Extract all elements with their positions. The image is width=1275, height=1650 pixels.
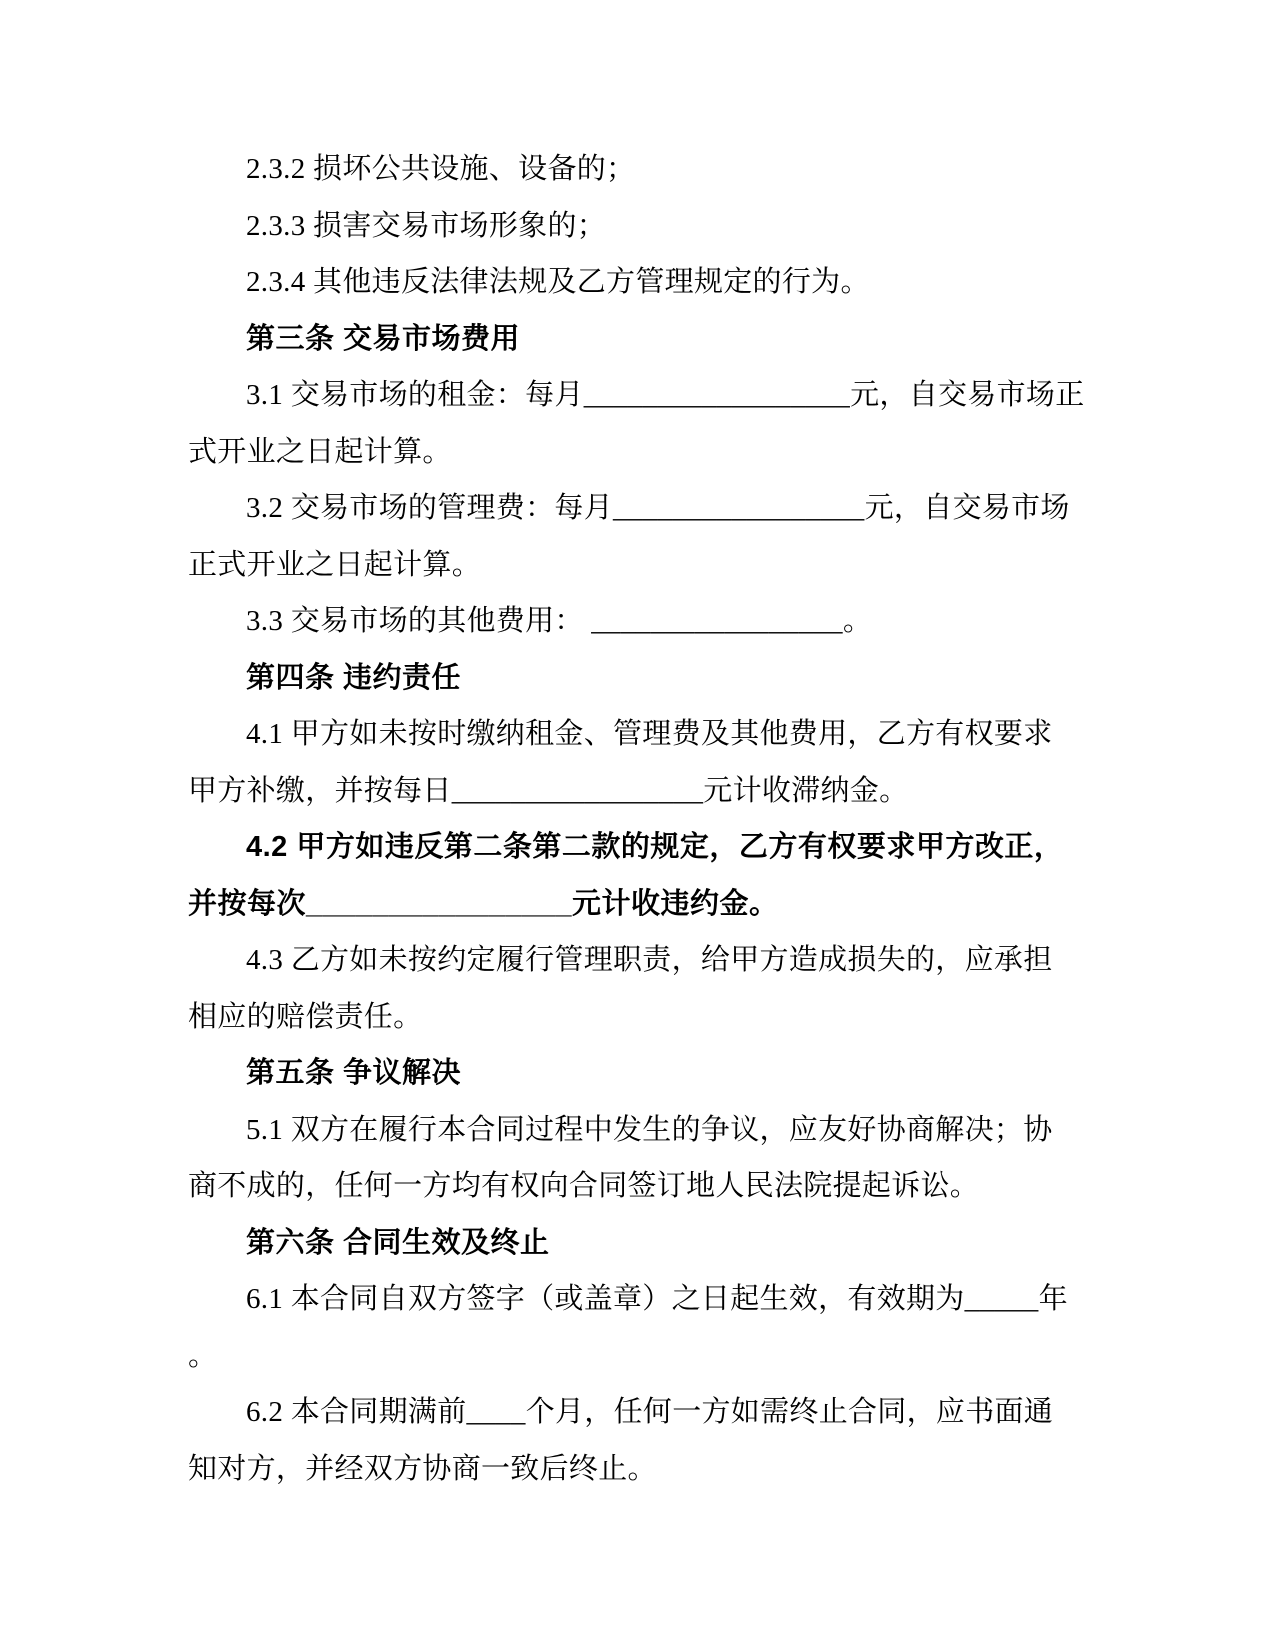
document-line: 4.3 乙方如未按约定履行管理职责，给甲方造成损失的，应承担 xyxy=(246,944,1053,976)
document-line: 2.3.2 损坏公共设施、设备的； xyxy=(246,153,636,185)
document-line: 5.1 双方在履行本合同过程中发生的争议，应友好协商解决；协 xyxy=(246,1113,1053,1146)
document-line: 4.2 甲方如违反第二条第二款的规定，乙方有权要求甲方改正， xyxy=(246,831,1064,863)
section-heading: 第三条 交易市场费用 xyxy=(246,322,521,355)
document-line: 2.3.3 损害交易市场形象的； xyxy=(246,209,607,242)
document-line: 甲方补缴，并按每日_________________元计收滞纳金。 xyxy=(188,774,909,807)
document-line: 相应的赔偿责任。 xyxy=(188,1000,423,1033)
document-line: 3.2 交易市场的管理费：每月_________________元，自交易市场 xyxy=(246,492,1070,524)
document-line: 4.1 甲方如未按时缴纳租金、管理费及其他费用，乙方有权要求 xyxy=(246,718,1053,750)
section-heading: 第六条 合同生效及终止 xyxy=(246,1226,550,1259)
document-line: 并按每次________________元计收违约金。 xyxy=(188,887,779,920)
document-line: 。 xyxy=(188,1339,218,1372)
document-line: 式开业之日起计算。 xyxy=(188,435,452,468)
document-line: 商不成的，任何一方均有权向合同签订地人民法院提起诉讼。 xyxy=(188,1170,980,1202)
section-heading: 第五条 争议解决 xyxy=(246,1057,462,1089)
document-line: 6.2 本合同期满前____个月，任何一方如需终止合同，应书面通 xyxy=(246,1396,1054,1428)
contract-lines xyxy=(188,141,1088,1497)
document-line: 3.3 交易市场的其他费用： _________________。 xyxy=(246,605,873,637)
document-line: 6.1 本合同自双方签字（或盖章）之日起生效，有效期为_____年 xyxy=(246,1283,1068,1315)
section-heading: 第四条 违约责任 xyxy=(246,661,462,694)
document-line: 3.1 交易市场的租金：每月__________________元，自交易市场正 xyxy=(246,379,1085,411)
document-line: 2.3.4 其他违反法律法规及乙方管理规定的行为。 xyxy=(246,266,870,298)
document-line: 正式开业之日起计算。 xyxy=(188,548,482,581)
document-line: 知对方，并经双方协商一致后终止。 xyxy=(188,1452,657,1485)
